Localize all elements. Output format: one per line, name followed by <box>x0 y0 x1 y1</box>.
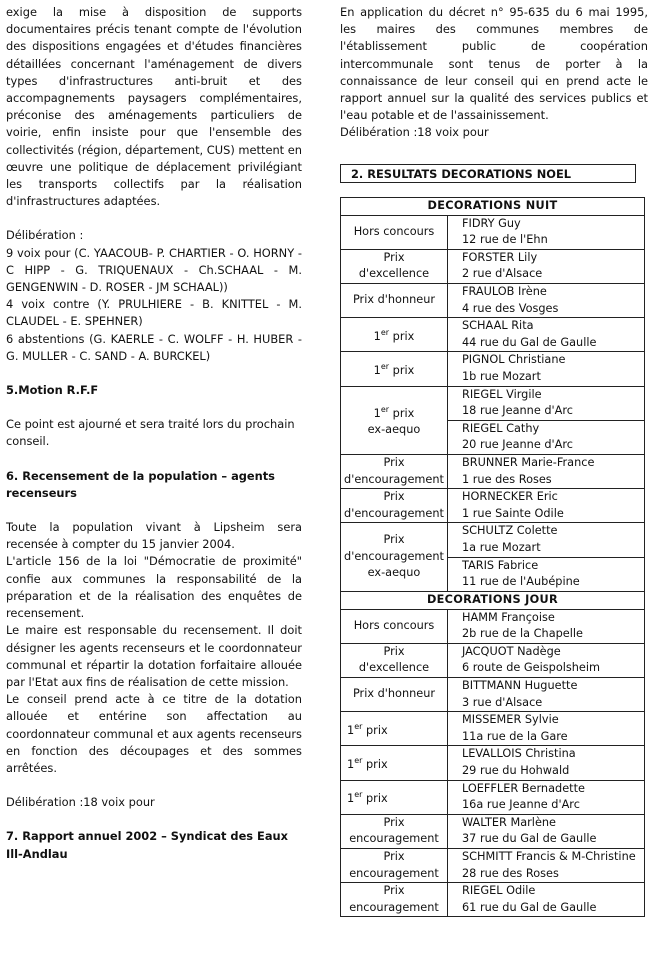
winner-address: 6 route de Geispolsheim <box>462 661 601 675</box>
section-7-title: 7. Rapport annuel 2002 – Syndicat des Eaux Ill-Andlau <box>6 829 288 861</box>
table-row <box>341 489 645 523</box>
decorations-jour-title-row <box>341 591 645 609</box>
section-2-title: 2. RESULTATS DECORATIONS NOEL <box>351 166 571 181</box>
table-row <box>341 523 645 557</box>
prize-category-line: Hors concours <box>353 224 435 238</box>
winner-address: 20 rue Jeanne d'Arc <box>462 438 573 452</box>
table-row <box>341 883 645 917</box>
winner-address: 1b rue Mozart <box>462 369 541 383</box>
prize-category-line: Prix <box>383 815 405 829</box>
table-row <box>341 746 645 780</box>
prize-category-line: encouragement <box>349 832 439 846</box>
section-5-text: Ce point est ajourné et sera traité lors du prochain conseil. <box>6 417 295 449</box>
table-row <box>341 849 645 883</box>
prize-category-line: Prix d'honneur <box>352 687 436 701</box>
winner-name: HORNECKER Eric <box>462 490 558 504</box>
winner-name: SCHMITT Francis & M-Christine <box>462 850 636 863</box>
winner-address: 1a rue Mozart <box>462 540 541 554</box>
table-row <box>341 678 645 712</box>
table-row <box>341 780 645 814</box>
prize-category-line: Prix <box>383 533 405 547</box>
prize-category-line: 1er prix <box>373 327 415 343</box>
decorations-nuit-title: DECORATIONS NUIT <box>341 197 645 215</box>
table-row <box>341 814 645 848</box>
winner-name: LOEFFLER Bernadette <box>462 781 585 795</box>
winner <box>448 215 645 249</box>
prize-category <box>341 814 448 848</box>
prize-category-line: d'excellence <box>358 661 430 675</box>
winner-name: RIEGEL Virgile <box>462 387 542 401</box>
table-row <box>341 454 645 488</box>
winner <box>448 557 645 591</box>
winner-address: 11 rue de l'Aubépine <box>462 575 580 589</box>
prize-category-line: d'encouragement <box>344 506 444 520</box>
section-6-paragraph-2: L'article 156 de la loi "Démocratie de proximité" confie aux communes la responsabilité de la préparation et de la réalisation des enquêtes de recensement. <box>6 554 302 621</box>
winner <box>448 523 645 557</box>
winner-address: 2 rue d'Alsace <box>462 267 543 281</box>
winner <box>448 883 645 917</box>
table-row <box>341 284 645 318</box>
right-intro-paragraph: En application du décret n° 95-635 du 6 mai 1995, les maires des communes membres de l'établissement public de coopération intercommunale sont tenus de porter à la connaissance de leur conseil qui en prend acte le rapport annuel sur la qualité des services publics et l'eau potable et de l'assainissement. <box>340 5 648 123</box>
prize-category <box>341 215 448 249</box>
section-6-title: 6. Recensement de la population – agents recenseurs <box>6 468 275 500</box>
prize-category <box>341 678 448 712</box>
winner <box>448 609 645 643</box>
votes-for: 9 voix pour (C. YAACOUB- P. CHARTIER - O. HORNY - C HIPP - G. TRIQUENAUX - Ch.SCHAAL - M. GENGENWIN - D. ROSER - JM SCHAAL)) <box>6 245 302 295</box>
prize-category-line: encouragement <box>349 866 439 880</box>
prize-category-line: ex-aequo <box>367 566 421 580</box>
winner-name: FIDRY Guy <box>462 216 521 230</box>
winner-address: 61 rue du Gal de Gaulle <box>462 900 597 914</box>
winner-name: FRAULOB Irène <box>462 285 547 298</box>
winner-address: 12 rue de l'Ehn <box>462 233 548 247</box>
right-deliberation: Délibération :18 voix pour <box>340 125 489 140</box>
section-6-paragraph-1: Toute la population vivant à Lipsheim sera recensée à compter du 15 janvier 2004. <box>6 520 302 552</box>
winner <box>448 489 645 523</box>
prize-category <box>341 318 448 352</box>
prize-category-line: Prix <box>383 490 405 504</box>
prize-category <box>341 780 448 814</box>
prize-category <box>341 284 448 318</box>
prize-category-line: d'encouragement <box>344 472 444 486</box>
prize-category-line: Prix <box>383 455 405 469</box>
prize-category-line: Prix <box>383 884 405 898</box>
prize-category <box>341 386 448 454</box>
winner <box>448 318 645 352</box>
winner <box>448 643 645 677</box>
prize-category <box>341 352 448 386</box>
prize-category-line: Prix <box>383 644 405 658</box>
prize-category <box>341 849 448 883</box>
winner-address: 3 rue d'Alsace <box>462 695 543 709</box>
abstentions: 6 abstentions (G. KAERLE - C. WOLFF - H. HUBER - G. MULLER - C. SAND - A. BURCKEL) <box>6 331 302 363</box>
deliberation-label: Délibération : <box>6 228 84 243</box>
winner-name: WALTER Marlène <box>462 815 557 829</box>
section-6-deliberation: Délibération :18 voix pour <box>6 795 155 810</box>
prize-category <box>341 454 448 488</box>
left-intro-paragraph: exige la mise à disposition de supports documentaires précis tenant compte de l'évolution des dispositions engagées et d'études financières détaillées concernant l'aménagement de divers types d'infrastructures anti-bruit et des accompagnements paysagers complémentaires, préconise des aménagements particuliers de voirie, enfin insiste pour que l'ensemble des collectivités (région, département, CUS) mettent en œuvre une politique de déplacement privilégiant les transports collectifs par la réalisation d'infrastructures adaptées. <box>6 5 302 209</box>
winner <box>448 746 645 780</box>
prize-category-line: ex-aequo <box>367 423 421 437</box>
prize-category <box>341 746 448 780</box>
winner <box>448 454 645 488</box>
winner-name: LEVALLOIS Christina <box>462 747 576 761</box>
table-row <box>341 352 645 386</box>
prize-category-line: 1er prix <box>347 790 388 805</box>
decorations-nuit-title-row <box>341 197 645 215</box>
winner-address: 28 rue des Roses <box>462 866 559 880</box>
prize-category <box>341 523 448 591</box>
winner-address: 11a rue de la Gare <box>462 729 568 743</box>
prize-category-line: 1er prix <box>347 755 388 771</box>
prize-category-line: Prix <box>383 850 405 863</box>
section-2-title-box <box>340 164 636 183</box>
prize-category <box>341 643 448 677</box>
winner <box>448 284 645 318</box>
winner-name: BRUNNER Marie-France <box>462 455 595 469</box>
winner-name: RIEGEL Odile <box>462 884 536 898</box>
winner-address: 37 rue du Gal de Gaulle <box>462 832 597 846</box>
winner <box>448 814 645 848</box>
winner-address: 1 rue Sainte Odile <box>462 506 564 520</box>
table-row <box>341 643 645 677</box>
winner-name: SCHAAL Rita <box>462 319 534 333</box>
right-column <box>340 4 648 917</box>
section-5-title: 5.Motion R.F.F <box>6 383 99 398</box>
winner-name: TARIS Fabrice <box>462 558 539 572</box>
prize-category <box>341 249 448 283</box>
winner-address: 1 rue des Roses <box>462 472 552 486</box>
winner-address: 29 rue du Hohwald <box>462 764 570 778</box>
table-row <box>341 249 645 283</box>
prize-category-line: Hors concours <box>353 618 435 632</box>
winner-address: 44 rue du Gal de Gaulle <box>462 335 597 349</box>
table-row <box>341 609 645 643</box>
section-6-paragraph-4: Le conseil prend acte à ce titre de la dotation allouée et entérine son affectation au coordonnateur communal et aux agents recenseurs en fonction des découpages et des sommes arrêtées. <box>6 692 302 775</box>
winner <box>448 712 645 746</box>
winner <box>448 849 645 883</box>
table-row <box>341 318 645 352</box>
prize-category-line: encouragement <box>349 900 439 914</box>
decorations-table <box>340 197 645 918</box>
winner-name: BITTMANN Huguette <box>462 679 578 693</box>
winner-address: 18 rue Jeanne d'Arc <box>462 404 573 418</box>
winner <box>448 386 645 420</box>
winner <box>448 420 645 454</box>
winner-address: 2b rue de la Chapelle <box>462 627 583 641</box>
winner-address: 16a rue Jeanne d'Arc <box>462 798 580 812</box>
prize-category-line: 1er prix <box>373 404 415 420</box>
winner <box>448 249 645 283</box>
votes-against: 4 voix contre (Y. PRULHIERE - B. KNITTEL - M. CLAUDEL - E. SPEHNER) <box>6 297 302 329</box>
winner <box>448 780 645 814</box>
winner-name: HAMM Françoise <box>462 610 555 624</box>
winner-name: JACQUOT Nadège <box>462 644 561 658</box>
prize-category <box>341 609 448 643</box>
winner-name: SCHULTZ Colette <box>462 524 558 538</box>
winner <box>448 352 645 386</box>
prize-category-line: d'excellence <box>358 267 430 281</box>
prize-category-line: Prix d'honneur <box>352 293 436 307</box>
prize-category-line: d'encouragement <box>344 549 444 563</box>
prize-category-line: Prix <box>383 250 405 264</box>
winner-name: PIGNOL Christiane <box>462 353 566 367</box>
prize-category-line: 1er prix <box>347 721 388 737</box>
winner-name: MISSEMER Sylvie <box>462 713 559 727</box>
prize-category-line: 1er prix <box>373 361 415 377</box>
winner-name: FORSTER Lily <box>462 250 538 264</box>
prize-category <box>341 883 448 917</box>
winner-name: RIEGEL Cathy <box>462 421 540 435</box>
table-row <box>341 712 645 746</box>
decorations-jour-title: DECORATIONS JOUR <box>341 591 645 609</box>
table-row <box>341 386 645 420</box>
left-column <box>6 4 302 863</box>
prize-category <box>341 489 448 523</box>
table-row <box>341 215 645 249</box>
winner <box>448 678 645 712</box>
section-6-paragraph-3: Le maire est responsable du recensement. Il doit désigner les agents recenseurs et le coordonnateur communal et répartir la dotation forfaitaire allouée par l'Etat aux fins de réalisation de cette mission. <box>6 623 302 689</box>
winner-address: 4 rue des Vosges <box>462 301 559 315</box>
prize-category <box>341 712 448 746</box>
